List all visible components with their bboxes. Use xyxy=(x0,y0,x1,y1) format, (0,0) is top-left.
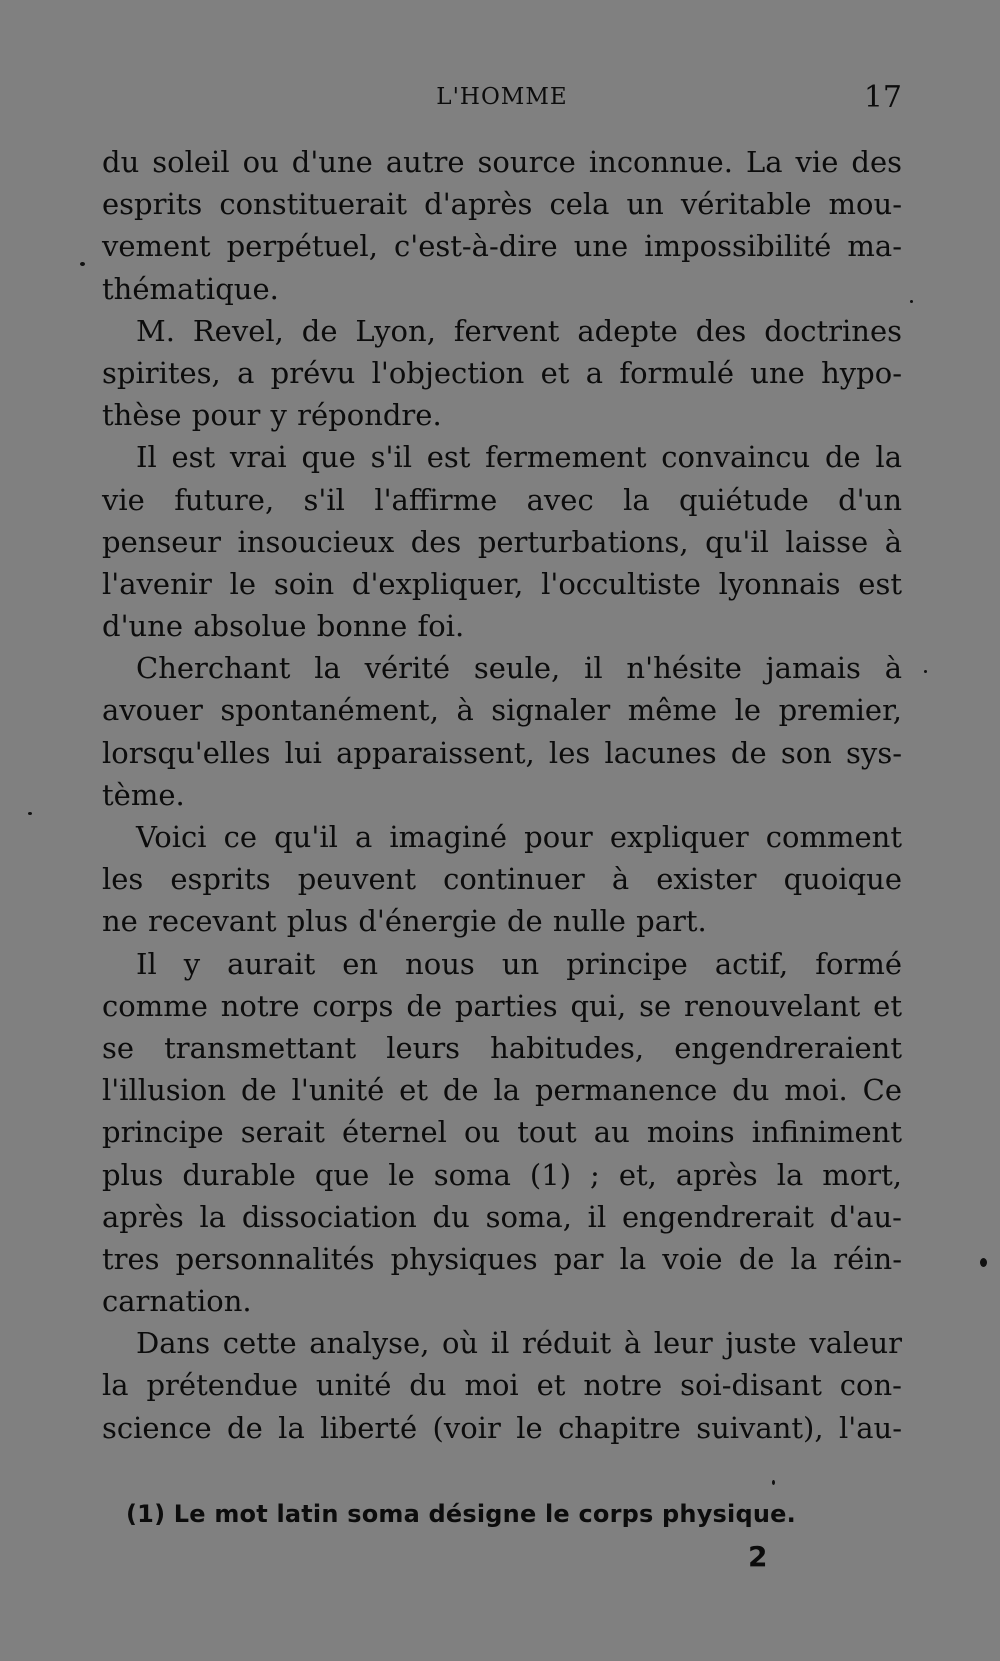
text-line: ne recevant plus d'énergie de nulle part. xyxy=(102,904,707,939)
scan-speck xyxy=(924,670,927,673)
text-line: la prétendue unité du moi et notre soi-disant con- xyxy=(102,1368,902,1403)
text-line: d'une absolue bonne foi. xyxy=(102,609,465,644)
text-line: spirites, a prévu l'objection et a formulé une hypo- xyxy=(102,355,902,390)
text-line: M. Revel, de Lyon, fervent adepte des doctrines xyxy=(136,313,902,348)
text-line: avouer spontanément, à signaler même le premier, xyxy=(102,693,902,728)
running-title: L'HOMME xyxy=(436,84,568,110)
text-line: les esprits peuvent continuer à exister quoique xyxy=(102,862,902,897)
scan-speck xyxy=(80,262,85,266)
text-line: thématique. xyxy=(102,271,279,306)
text-line: thèse pour y répondre. xyxy=(102,398,442,433)
text-line: science de la liberté (voir le chapitre suivant), l'au- xyxy=(102,1410,902,1445)
text-line: comme notre corps de parties qui, se renouvelant et xyxy=(102,988,902,1023)
text-line: du soleil ou d'une autre source inconnue. La vie des xyxy=(102,145,902,179)
text-line: Dans cette analyse, où il réduit à leur juste valeur xyxy=(136,1326,902,1361)
text-line: l'illusion de l'unité et de la permanence du moi. Ce xyxy=(102,1073,902,1108)
text-line: tres personnalités physiques par la voie de la réin- xyxy=(102,1241,902,1276)
text-line: vie future, s'il l'affirme avec la quiétude d'un xyxy=(102,482,902,517)
text-line: vement perpétuel, c'est-à-dire une impossibilité ma- xyxy=(102,229,902,264)
text-line: après la dissociation du soma, il engendrerait d'au- xyxy=(102,1199,902,1234)
text-line: esprits constituerait d'après cela un véritable mou- xyxy=(102,187,902,222)
text-line: plus durable que le soma (1) ; et, après la mort, xyxy=(102,1157,902,1192)
scan-speck xyxy=(28,812,32,815)
running-head xyxy=(102,80,902,116)
text-line: principe serait éternel ou tout au moins infiniment xyxy=(102,1115,902,1150)
text-line: se transmettant leurs habitudes, engendreraient xyxy=(102,1030,902,1065)
text-line: lorsqu'elles lui apparaissent, les lacunes de son sys- xyxy=(102,735,902,770)
text-line: Cherchant la vérité seule, il n'hésite jamais à xyxy=(136,651,902,686)
text-line: Il est vrai que s'il est fermement convaincu de la xyxy=(136,440,902,475)
signature-mark: 2 xyxy=(748,1540,768,1573)
text-line: carnation. xyxy=(102,1284,252,1319)
page-number: 17 xyxy=(863,80,902,115)
text-line: Il y aurait en nous un principe actif, formé xyxy=(136,946,902,981)
text-line: Voici ce qu'il a imaginé pour expliquer comment xyxy=(136,820,902,854)
scan-speck xyxy=(772,1480,775,1485)
text-line: l'avenir le soin d'expliquer, l'occultiste lyonnais est xyxy=(102,566,902,601)
text-line: penseur insoucieux des perturbations, qu'il laisse à xyxy=(102,524,902,559)
scan-speck xyxy=(980,1258,987,1267)
text-line: tème. xyxy=(102,777,185,812)
scan-speck xyxy=(910,300,913,303)
footnote: (1) Le mot latin soma désigne le corps physique. xyxy=(126,1500,796,1528)
body-text xyxy=(102,141,902,1449)
